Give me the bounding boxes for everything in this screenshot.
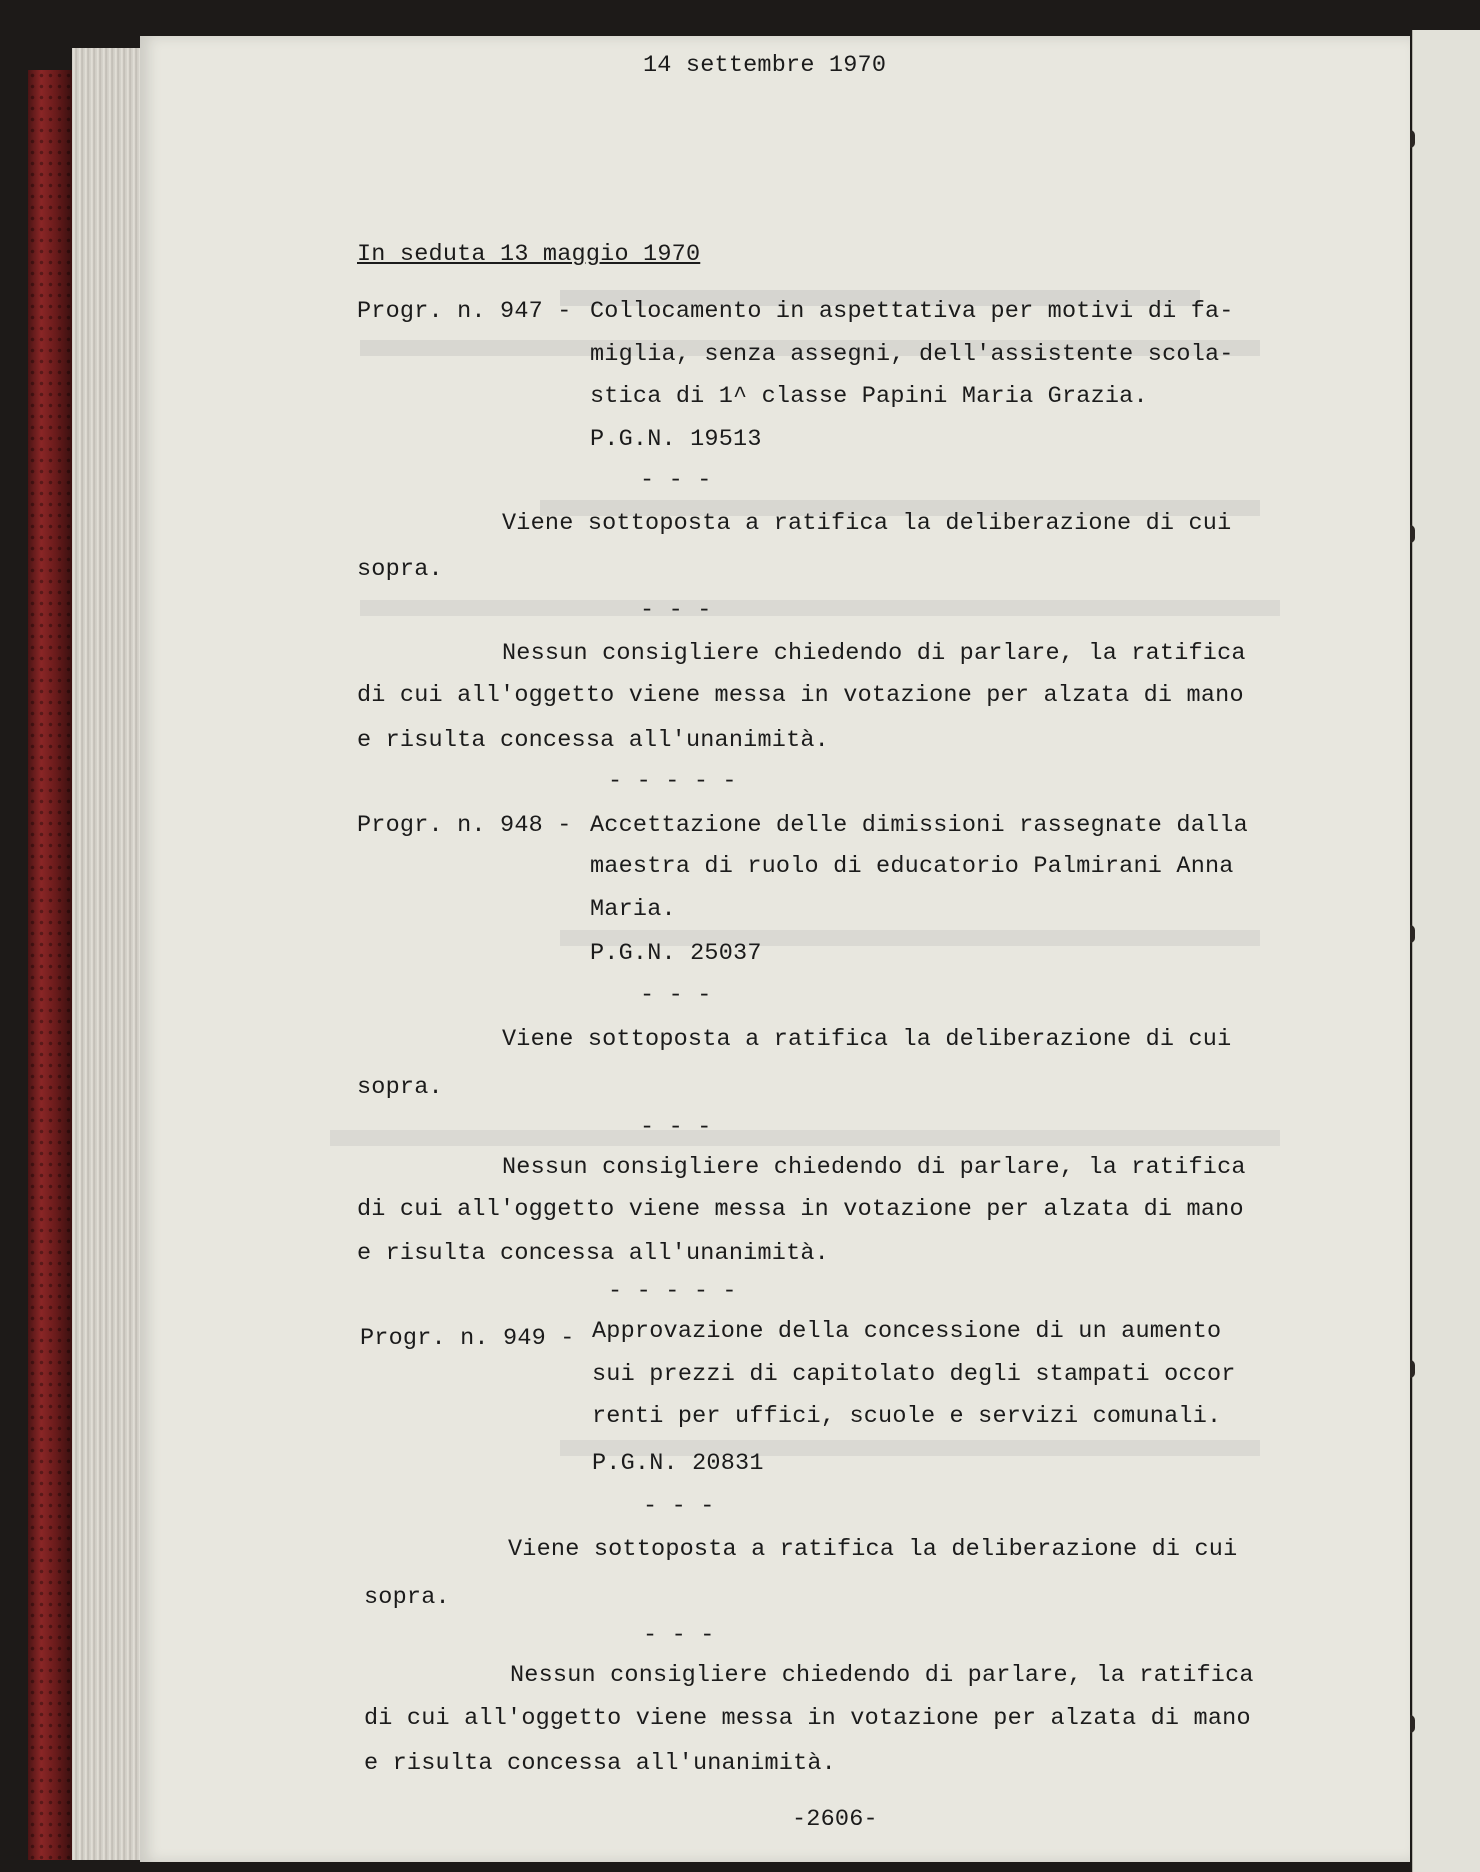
item-subject-line: Approvazione della concessione di un aumento: [592, 1318, 1222, 1345]
vote-text: di cui all'oggetto viene messa in votazione per alzata di mano: [357, 682, 1244, 709]
ratifica-text: Viene sottoposta a ratifica la deliberazione di cui: [502, 510, 1232, 537]
item-subject-line: miglia, senza assegni, dell'assistente scola-: [590, 341, 1234, 368]
item-subject-line: Accettazione delle dimissioni rassegnate dalla: [590, 812, 1248, 839]
separator: - - -: [640, 467, 712, 494]
ratifica-text: sopra.: [357, 1074, 443, 1101]
item-subject-line: Maria.: [590, 896, 676, 923]
ratifica-text: Viene sottoposta a ratifica la deliberazione di cui: [508, 1536, 1238, 1563]
ratifica-text: Viene sottoposta a ratifica la deliberazione di cui: [502, 1026, 1232, 1053]
separator: - - -: [640, 597, 712, 624]
vote-text: Nessun consigliere chiedendo di parlare, la ratifica: [510, 1662, 1254, 1689]
vote-text: di cui all'oggetto viene messa in votazione per alzata di mano: [364, 1705, 1251, 1732]
page-date: 14 settembre 1970: [643, 52, 887, 79]
progr-number: Progr. n. 948 -: [357, 812, 572, 839]
item-subject-line: maestra di ruolo di educatorio Palmirani Anna: [590, 853, 1234, 880]
item-subject-line: Collocamento in aspettativa per motivi di fa-: [590, 298, 1234, 325]
separator: - - -: [640, 982, 712, 1009]
pgn-reference: P.G.N. 20831: [592, 1450, 764, 1477]
separator: - - - - -: [608, 768, 737, 795]
vote-text: Nessun consigliere chiedendo di parlare, la ratifica: [502, 1154, 1246, 1181]
separator: - - -: [640, 1114, 712, 1141]
pgn-reference: P.G.N. 25037: [590, 940, 762, 967]
ratifica-text: sopra.: [357, 556, 443, 583]
pgn-reference: P.G.N. 19513: [590, 426, 762, 453]
bleed-through: [330, 1130, 1280, 1146]
page-number: -2606-: [792, 1806, 878, 1833]
ratifica-text: sopra.: [364, 1584, 450, 1611]
bleed-through: [360, 600, 1280, 616]
vote-text: e risulta concessa all'unanimità.: [357, 1240, 829, 1267]
vote-text: Nessun consigliere chiedendo di parlare, la ratifica: [502, 640, 1246, 667]
separator: - - -: [643, 1622, 715, 1649]
session-heading: In seduta 13 maggio 1970: [357, 241, 701, 268]
vote-text: e risulta concessa all'unanimità.: [364, 1750, 836, 1777]
progr-number: Progr. n. 949 -: [360, 1325, 575, 1352]
vote-text: di cui all'oggetto viene messa in votazione per alzata di mano: [357, 1196, 1244, 1223]
separator: - - - - -: [608, 1278, 737, 1305]
separator: - - -: [643, 1493, 715, 1520]
item-subject-line: renti per uffici, scuole e servizi comunali.: [592, 1403, 1222, 1430]
vote-text: e risulta concessa all'unanimità.: [357, 727, 829, 754]
facing-page-edge: [1412, 30, 1480, 1872]
item-subject-line: sui prezzi di capitolato degli stampati occor: [592, 1361, 1236, 1388]
book-binding: [28, 70, 72, 1860]
progr-number: Progr. n. 947 -: [357, 298, 572, 325]
item-subject-line: stica di 1^ classe Papini Maria Grazia.: [590, 383, 1148, 410]
